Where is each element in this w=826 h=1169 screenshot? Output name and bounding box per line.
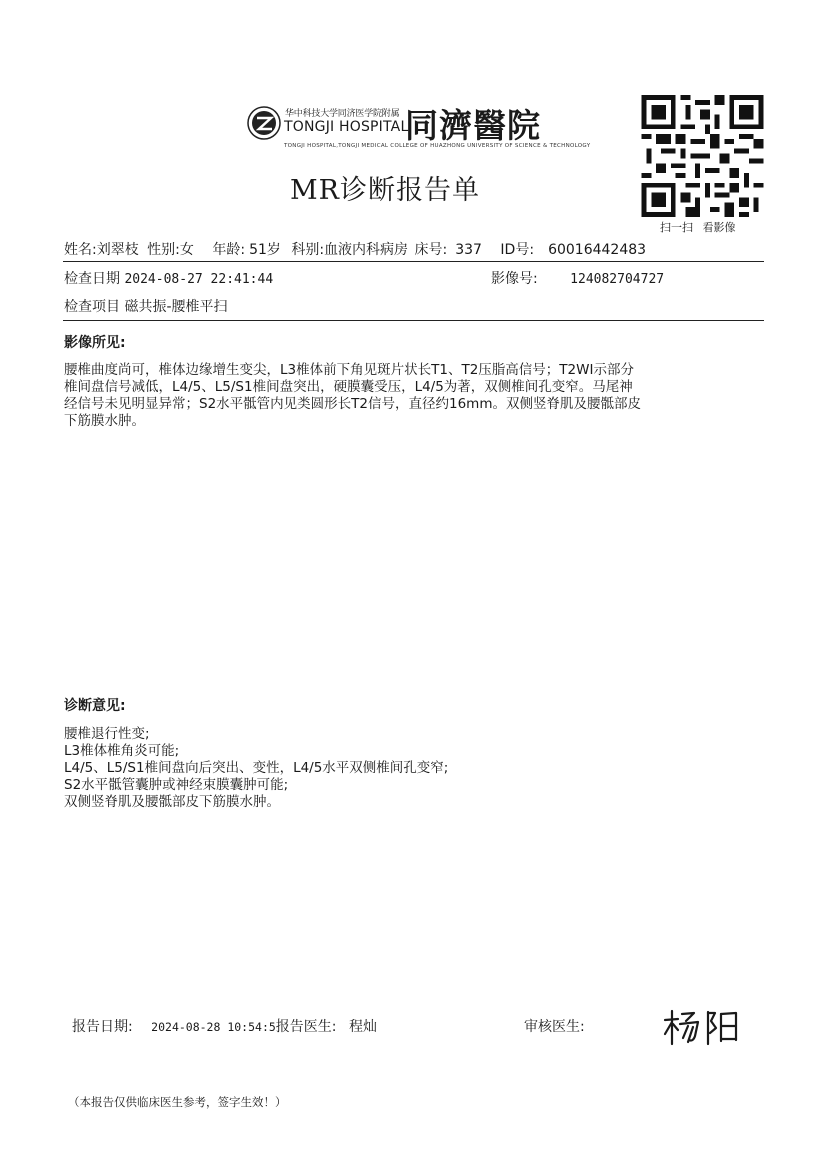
patient-age: 51岁: [249, 242, 281, 258]
findings-line: 下筋膜水肿。: [64, 413, 145, 429]
image-no-row: [491, 268, 664, 288]
patient-sex: 女: [179, 242, 194, 258]
image-no: 124082704727: [570, 272, 665, 287]
report-date: 2024-08-28 10:54:5: [151, 1020, 276, 1034]
exam-date-label: 检查日期: [64, 271, 120, 287]
qr-code-icon[interactable]: [640, 95, 765, 217]
hospital-name-en: TONGJI HOSPITAL: [284, 119, 409, 135]
findings-line: 经信号未见明显异常；S2水平骶管内见类圆形长T2信号，直径约16mm。双侧竖脊肌及腰骶部皮: [64, 396, 641, 412]
patient-name: 刘翠枝: [96, 242, 139, 258]
diagnosis-line: L4/5、L5/S1椎间盘向后突出、变性，L4/5水平双侧椎间孔变窄;: [64, 760, 449, 776]
diagnosis-line: S2水平骶管囊肿或神经束膜囊肿可能;: [64, 777, 289, 793]
disclaimer-note: （本报告仅供临床医生参考，签字生效！）: [68, 1095, 287, 1109]
exam-item-label: 检查项目: [64, 299, 120, 315]
bed-label: 床号:: [414, 242, 448, 258]
diagnosis-line: 双侧竖脊肌及腰骶部皮下筋膜水肿。: [64, 794, 280, 810]
divider-bottom: [63, 320, 764, 321]
exam-date-row: [64, 268, 273, 288]
reviewer-label: 审核医生:: [524, 1019, 585, 1035]
hospital-affiliation: 华中科技大学同济医学院附属: [285, 109, 400, 119]
report-date-label: 报告日期:: [72, 1019, 133, 1035]
exam-item: 磁共振-腰椎平扫: [124, 299, 228, 315]
diagnosis-line: L3椎体椎角炎可能;: [64, 743, 180, 759]
name-label: 姓名:: [64, 242, 97, 258]
qr-caption: 扫一扫 看影像: [660, 221, 736, 234]
exam-date: 2024-08-27 22:41:44: [124, 272, 274, 287]
patient-bed: 337: [455, 242, 482, 258]
reviewer-signature: [662, 1006, 744, 1048]
diagnosis-text: [64, 726, 764, 811]
exam-item-row: [64, 296, 228, 316]
report-title: MR诊断报告单: [290, 175, 480, 206]
image-no-label: 影像号:: [491, 271, 538, 287]
hospital-emblem-icon: [247, 106, 281, 140]
patient-dept: 血液内科病房: [324, 242, 409, 258]
doctor-label: 报告医生:: [275, 1019, 337, 1035]
hospital-subtitle: TONGJI HOSPITAL,TONGJI MEDICAL COLLEGE OF HUAZHONG UNIVERSITY OF SCIENCE & TECHNOLOGY: [284, 143, 591, 149]
report-footer: [72, 1016, 377, 1036]
findings-line: 椎间盘信号减低，L4/5、L5/S1椎间盘突出，硬膜囊受压，L4/5为著，双侧椎间孔变窄。马尾神: [64, 379, 633, 395]
diagnosis-heading: 诊断意见:: [64, 698, 126, 714]
id-label: ID号:: [500, 242, 535, 258]
findings-text: [64, 362, 764, 430]
sex-label: 性别:: [147, 242, 180, 258]
findings-line: 腰椎曲度尚可，椎体边缘增生变尖，L3椎体前下角见斑片状长T1、T2压脂高信号；T2WI示部分: [64, 362, 634, 378]
age-label: 年龄:: [212, 242, 246, 258]
patient-id: 60016442483: [548, 242, 647, 258]
dept-label: 科别:: [291, 242, 325, 258]
diagnosis-line: 腰椎退行性变;: [64, 726, 150, 742]
report-doctor: 程灿: [348, 1019, 377, 1035]
patient-info-row: [64, 239, 646, 259]
findings-heading: 影像所见:: [64, 335, 126, 351]
divider-top: [63, 261, 764, 262]
hospital-name-cn: 同濟醫院: [405, 106, 541, 145]
